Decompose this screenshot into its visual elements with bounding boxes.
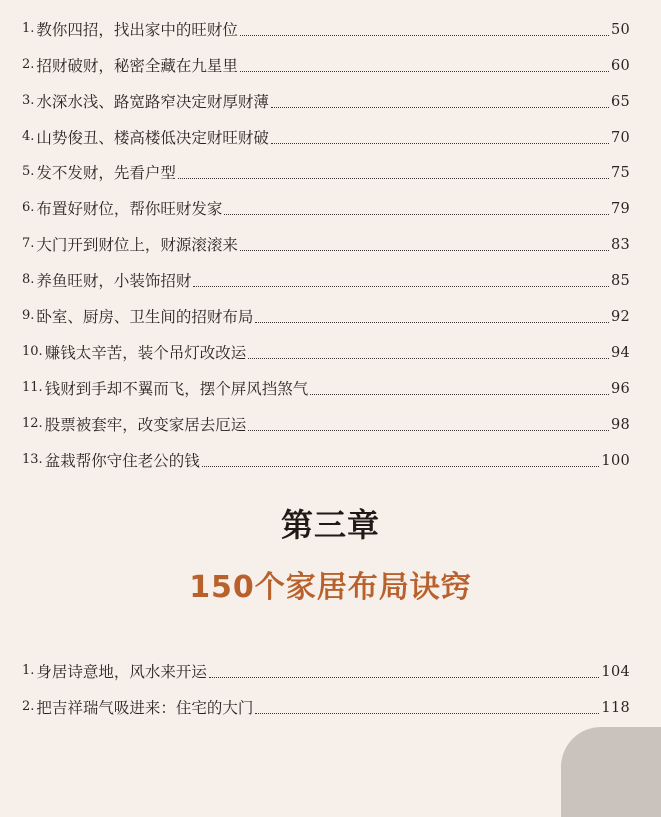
- dot-leader: [224, 214, 609, 215]
- toc-entry-page: 85: [610, 273, 630, 290]
- dot-leader: [271, 107, 609, 108]
- toc-entry-number: 8.: [22, 272, 35, 288]
- toc-entry[interactable]: [22, 112, 630, 148]
- toc-entry-number: 4.: [22, 128, 35, 144]
- toc-entry[interactable]: [22, 76, 630, 112]
- toc-entry-number: 1.: [22, 20, 35, 36]
- toc-entry-number: 13.: [22, 451, 43, 467]
- toc-entry-page: 75: [610, 165, 630, 182]
- dot-leader: [202, 466, 600, 467]
- toc-entry[interactable]: [22, 291, 630, 327]
- toc-entry[interactable]: [22, 4, 630, 40]
- toc-entry-number: 5.: [22, 164, 35, 180]
- toc-entry-title: 身居诗意地，风水来开运: [36, 662, 207, 681]
- toc-entry-number: 2.: [22, 56, 35, 72]
- toc-entry-number: 7.: [22, 236, 35, 252]
- toc-entry-page: 83: [610, 237, 630, 254]
- toc-entry[interactable]: [22, 40, 630, 76]
- dot-leader: [248, 430, 609, 431]
- dot-leader: [271, 143, 609, 144]
- toc-entry-number: 9.: [22, 308, 35, 324]
- dot-leader: [193, 286, 609, 287]
- toc-entry-title: 大门开到财位上，财源滚滚来: [36, 236, 238, 255]
- toc-entry-page: 50: [610, 21, 630, 38]
- toc-entry-title: 招财破财，秘密全藏在九星里: [36, 56, 238, 75]
- toc-entry-page: 92: [610, 309, 630, 326]
- toc-entry[interactable]: [22, 219, 630, 255]
- toc-entry-page: 96: [610, 380, 630, 397]
- toc-entry-page: 104: [601, 663, 630, 680]
- dot-leader: [310, 394, 609, 395]
- toc-entry-title: 盆栽帮你守住老公的钱: [44, 451, 200, 470]
- dot-leader: [240, 35, 609, 36]
- toc-entry-page: 60: [610, 57, 630, 74]
- toc-entry[interactable]: [22, 327, 630, 363]
- page-corner-decoration: [561, 727, 661, 817]
- toc-entry-page: 70: [610, 129, 630, 146]
- toc-entry[interactable]: [22, 399, 630, 435]
- toc-entry-number: 10.: [22, 343, 43, 359]
- toc-entry-number: 11.: [22, 379, 43, 395]
- toc-entry-page: 94: [610, 344, 630, 361]
- dot-leader: [178, 178, 609, 179]
- toc-entry[interactable]: [22, 646, 630, 682]
- toc-entry-title: 山势俊丑、楼高楼低决定财旺财破: [36, 128, 269, 147]
- toc-entry-page: 79: [610, 201, 630, 218]
- toc-entry[interactable]: [22, 183, 630, 219]
- toc-entry-page: 98: [610, 416, 630, 433]
- toc-entry-title: 教你四招，找出家中的旺财位: [36, 20, 238, 39]
- toc-entry-number: 2.: [22, 698, 35, 714]
- toc-entry-title: 发不发财，先看户型: [36, 164, 176, 183]
- dot-leader: [240, 71, 609, 72]
- toc-entry[interactable]: [22, 255, 630, 291]
- chapter-label: 第三章: [280, 506, 380, 544]
- toc-entry-page: 118: [601, 699, 630, 716]
- dot-leader: [255, 322, 609, 323]
- toc-entry-page: 100: [601, 452, 630, 469]
- toc-entry-number: 12.: [22, 415, 43, 431]
- toc-entry[interactable]: [22, 148, 630, 184]
- dot-leader: [209, 677, 600, 678]
- toc-entry-title: 卧室、厨房、卫生间的招财布局: [36, 308, 254, 327]
- dot-leader: [248, 358, 609, 359]
- toc-list-bottom: [22, 646, 630, 718]
- toc-entry-number: 6.: [22, 200, 35, 216]
- toc-entry-page: 65: [610, 93, 630, 110]
- chapter-title: 150个家居布局诀窍: [189, 570, 472, 605]
- toc-entry[interactable]: [22, 363, 630, 399]
- toc-entry[interactable]: [22, 682, 630, 718]
- toc-entry-title: 赚钱太辛苦，装个吊灯改改运: [44, 343, 247, 362]
- toc-entry-title: 钱财到手却不翼而飞，摆个屏风挡煞气: [44, 379, 309, 398]
- toc-entry-number: 1.: [22, 662, 35, 678]
- toc-entry[interactable]: [22, 435, 630, 471]
- toc-entry-title: 股票被套牢，改变家居去厄运: [44, 415, 247, 434]
- toc-entry-number: 3.: [22, 92, 35, 108]
- dot-leader: [240, 250, 609, 251]
- toc-entry-title: 养鱼旺财，小装饰招财: [36, 272, 192, 291]
- toc-entry-title: 水深水浅、路宽路窄决定财厚财薄: [36, 92, 269, 111]
- toc-entry-title: 布置好财位，帮你旺财发家: [36, 200, 223, 219]
- toc-entry-title: 把吉祥瑞气吸进来：住宅的大门: [36, 698, 254, 717]
- dot-leader: [255, 713, 599, 714]
- toc-list-top: [22, 4, 630, 471]
